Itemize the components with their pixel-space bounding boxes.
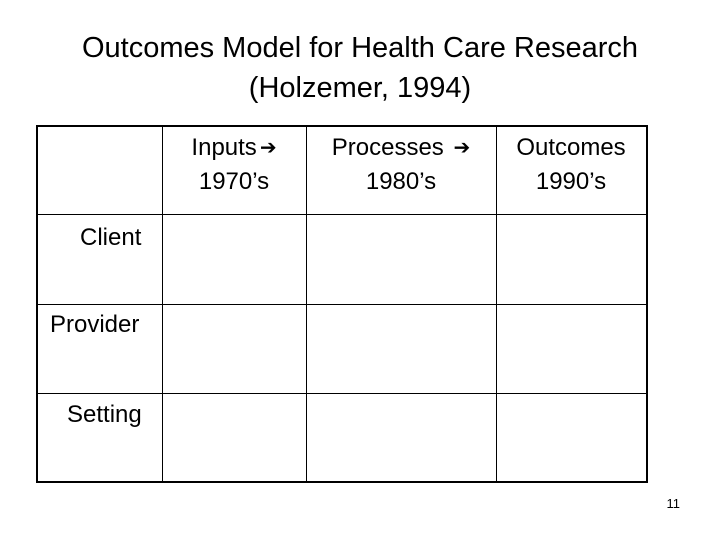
page-number: 11	[666, 496, 680, 511]
right-arrow-icon: ➔	[453, 137, 471, 159]
column-header-outcomes	[496, 131, 646, 199]
right-arrow-icon: ➔	[259, 137, 277, 159]
row-divider-1	[38, 214, 646, 215]
row-label-setting: Setting	[67, 401, 142, 428]
row-divider-3	[38, 393, 646, 394]
slide-subtitle: (Holzemer, 1994)	[248, 72, 472, 104]
column-label: Processes	[331, 134, 444, 161]
row-label-client: Client	[80, 224, 142, 251]
column-header-processes	[306, 131, 496, 199]
slide-title: Outcomes Model for Health Care Research	[81, 32, 639, 64]
column-label: Inputs	[191, 134, 257, 161]
column-header-inputs	[162, 131, 306, 199]
column-decade: 1980’s	[365, 168, 437, 195]
column-decade: 1990’s	[535, 168, 607, 195]
row-divider-2	[38, 304, 646, 305]
column-label: Outcomes	[516, 134, 626, 161]
column-decade: 1970’s	[198, 168, 270, 195]
row-label-provider: Provider	[50, 311, 140, 338]
